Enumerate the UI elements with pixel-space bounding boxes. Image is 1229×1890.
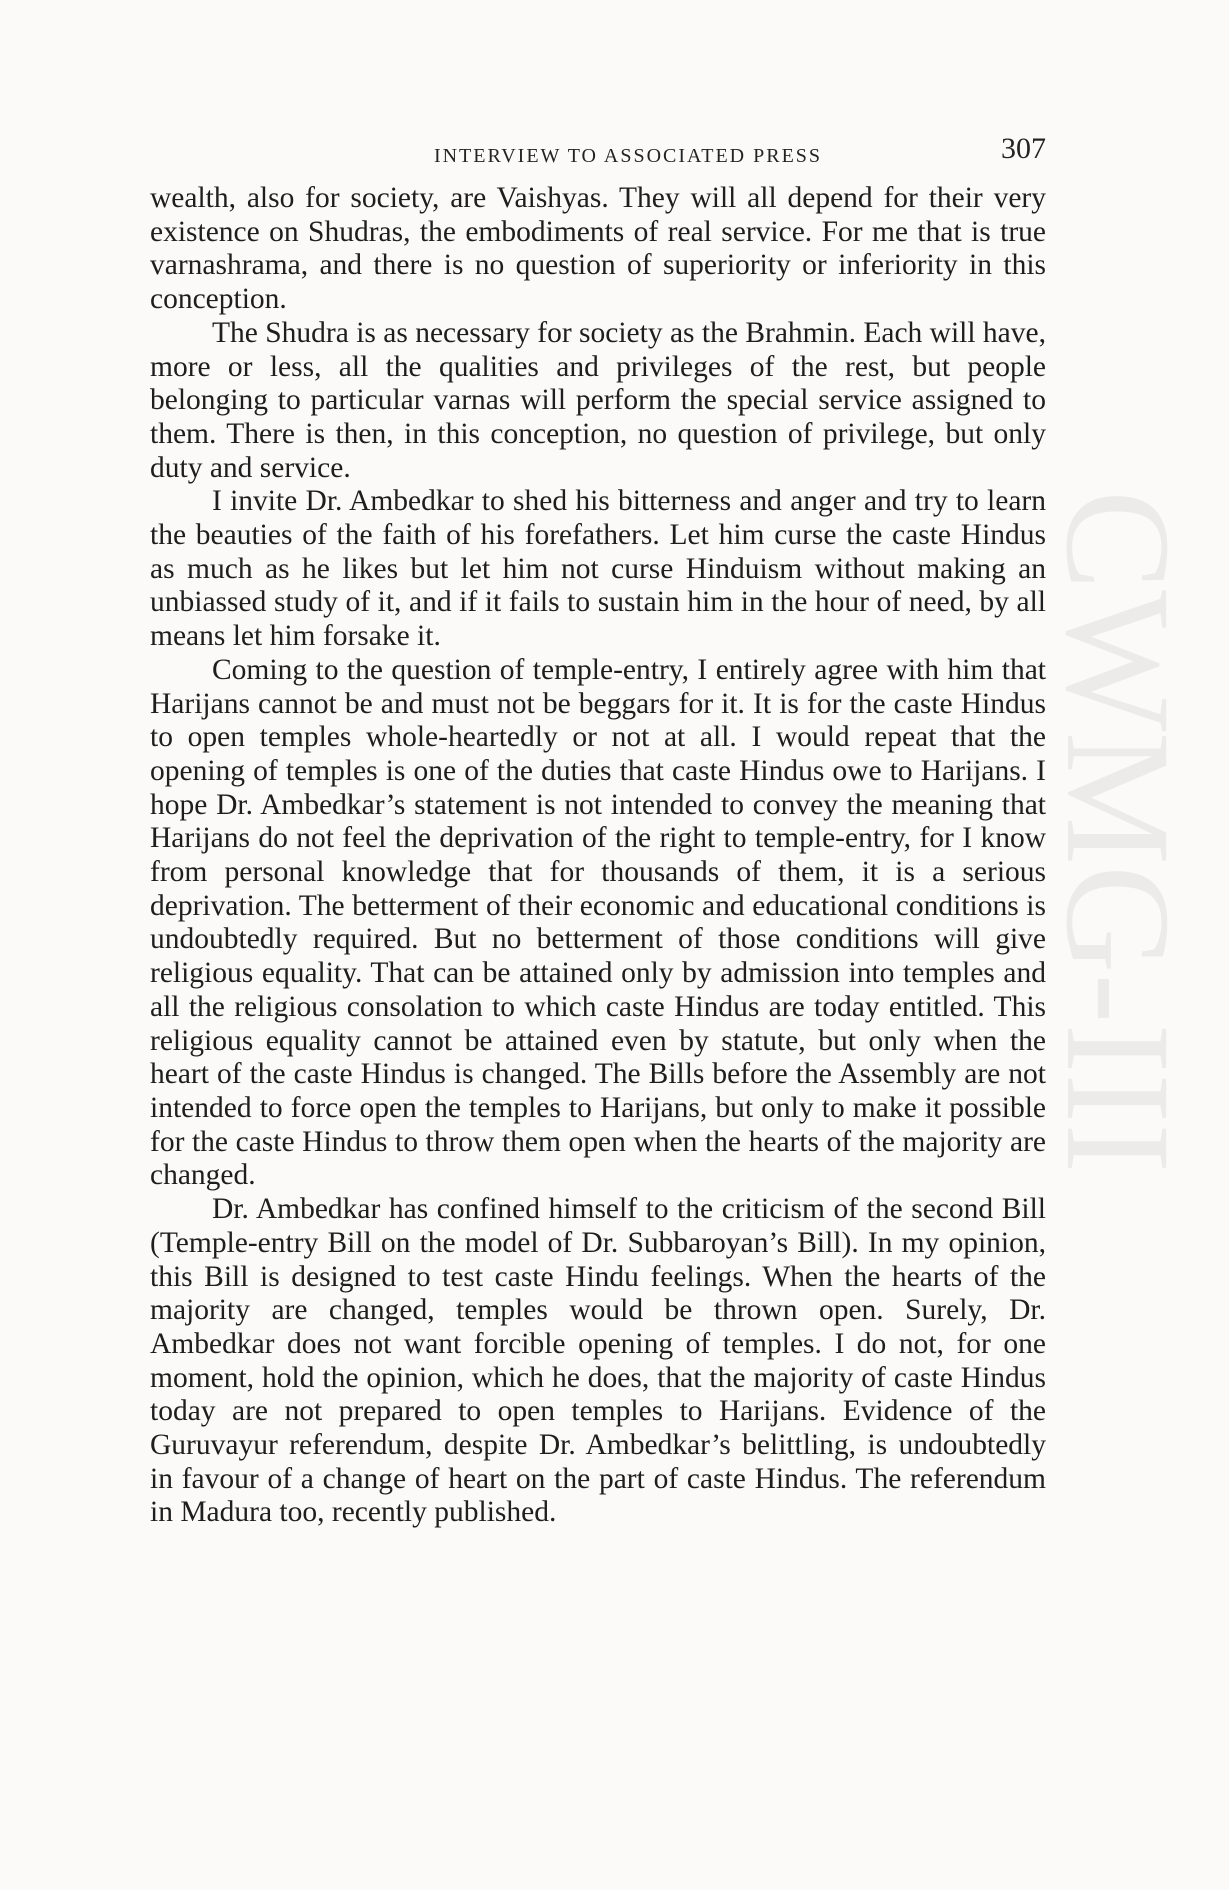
watermark-text: CWMG-III — [1035, 490, 1201, 1174]
paragraph-continued: wealth, also for society, are Vaishyas. They will all depend for their very existence on Shudras, the embodiments of real service. For me that is true varnashrama, and there is no question of superiority or inferiority in this conception. — [150, 182, 1046, 316]
body-text — [150, 182, 1046, 1530]
running-head — [150, 132, 1046, 166]
book-page — [150, 120, 1046, 1680]
watermark — [1035, 490, 1201, 1390]
paragraph: Coming to the question of temple-entry, I entirely agree with him that Harijans cannot be and must not be beggars for it. It is for the caste Hindus to open temples whole-heartedly or not at all. I would repeat that the opening of temples is one of the duties that caste Hindus owe to Harijans. I hope Dr. Ambedkar’s statement is not intended to convey the meaning that Harijans do not feel the deprivation of the right to temple-entry, for I know from personal knowledge that for thousands of them, it is a serious deprivation. The betterment of their economic and educational conditions is undoubtedly required. But no betterment of those conditions will give religious equality. That can be attained only by admission into temples and all the religious consolation to which caste Hindus are today entitled. This religious equality cannot be attained even by statute, but only when the heart of the caste Hindus is changed. The Bills before the Assembly are not intended to force open the temples to Harijans, but only to make it possible for the caste Hindus to throw them open when the hearts of the majority are changed. — [150, 653, 1046, 1192]
paragraph: The Shudra is as necessary for society as the Brahmin. Each will have, more or less, all the qualities and privileges of the rest, but people belonging to particular varnas will perform the special service assigned to them. There is then, in this conception, no question of privilege, but only duty and service. — [150, 316, 1046, 484]
paragraph: I invite Dr. Ambedkar to shed his bitterness and anger and try to learn the beauties of the faith of his forefathers. Let him curse the caste Hindus as much as he likes but let him not curse Hinduism without making an unbiassed study of it, and if it fails to sustain him in the hour of need, by all means let him forsake it. — [150, 485, 1046, 653]
paragraph: Dr. Ambedkar has confined himself to the criticism of the second Bill (Temple-entry Bill on the model of Dr. Subbaroyan’s Bill). In my opinion, this Bill is designed to test caste Hindu feelings. When the hearts of the majority are changed, temples would be thrown open. Surely, Dr. Ambedkar does not want forcible opening of temples. I do not, for one moment, hold the opinion, which he does, that the majority of caste Hindus today are not prepared to open temples to Harijans. Evidence of the Guruvayur referendum, despite Dr. Ambedkar’s belittling, is undoubtedly in favour of a change of heart on the part of caste Hindus. The referendum in Madura too, recently published. — [150, 1193, 1046, 1529]
page-number: 307 — [1001, 132, 1046, 165]
running-title: INTERVIEW TO ASSOCIATED PRESS — [433, 145, 823, 167]
